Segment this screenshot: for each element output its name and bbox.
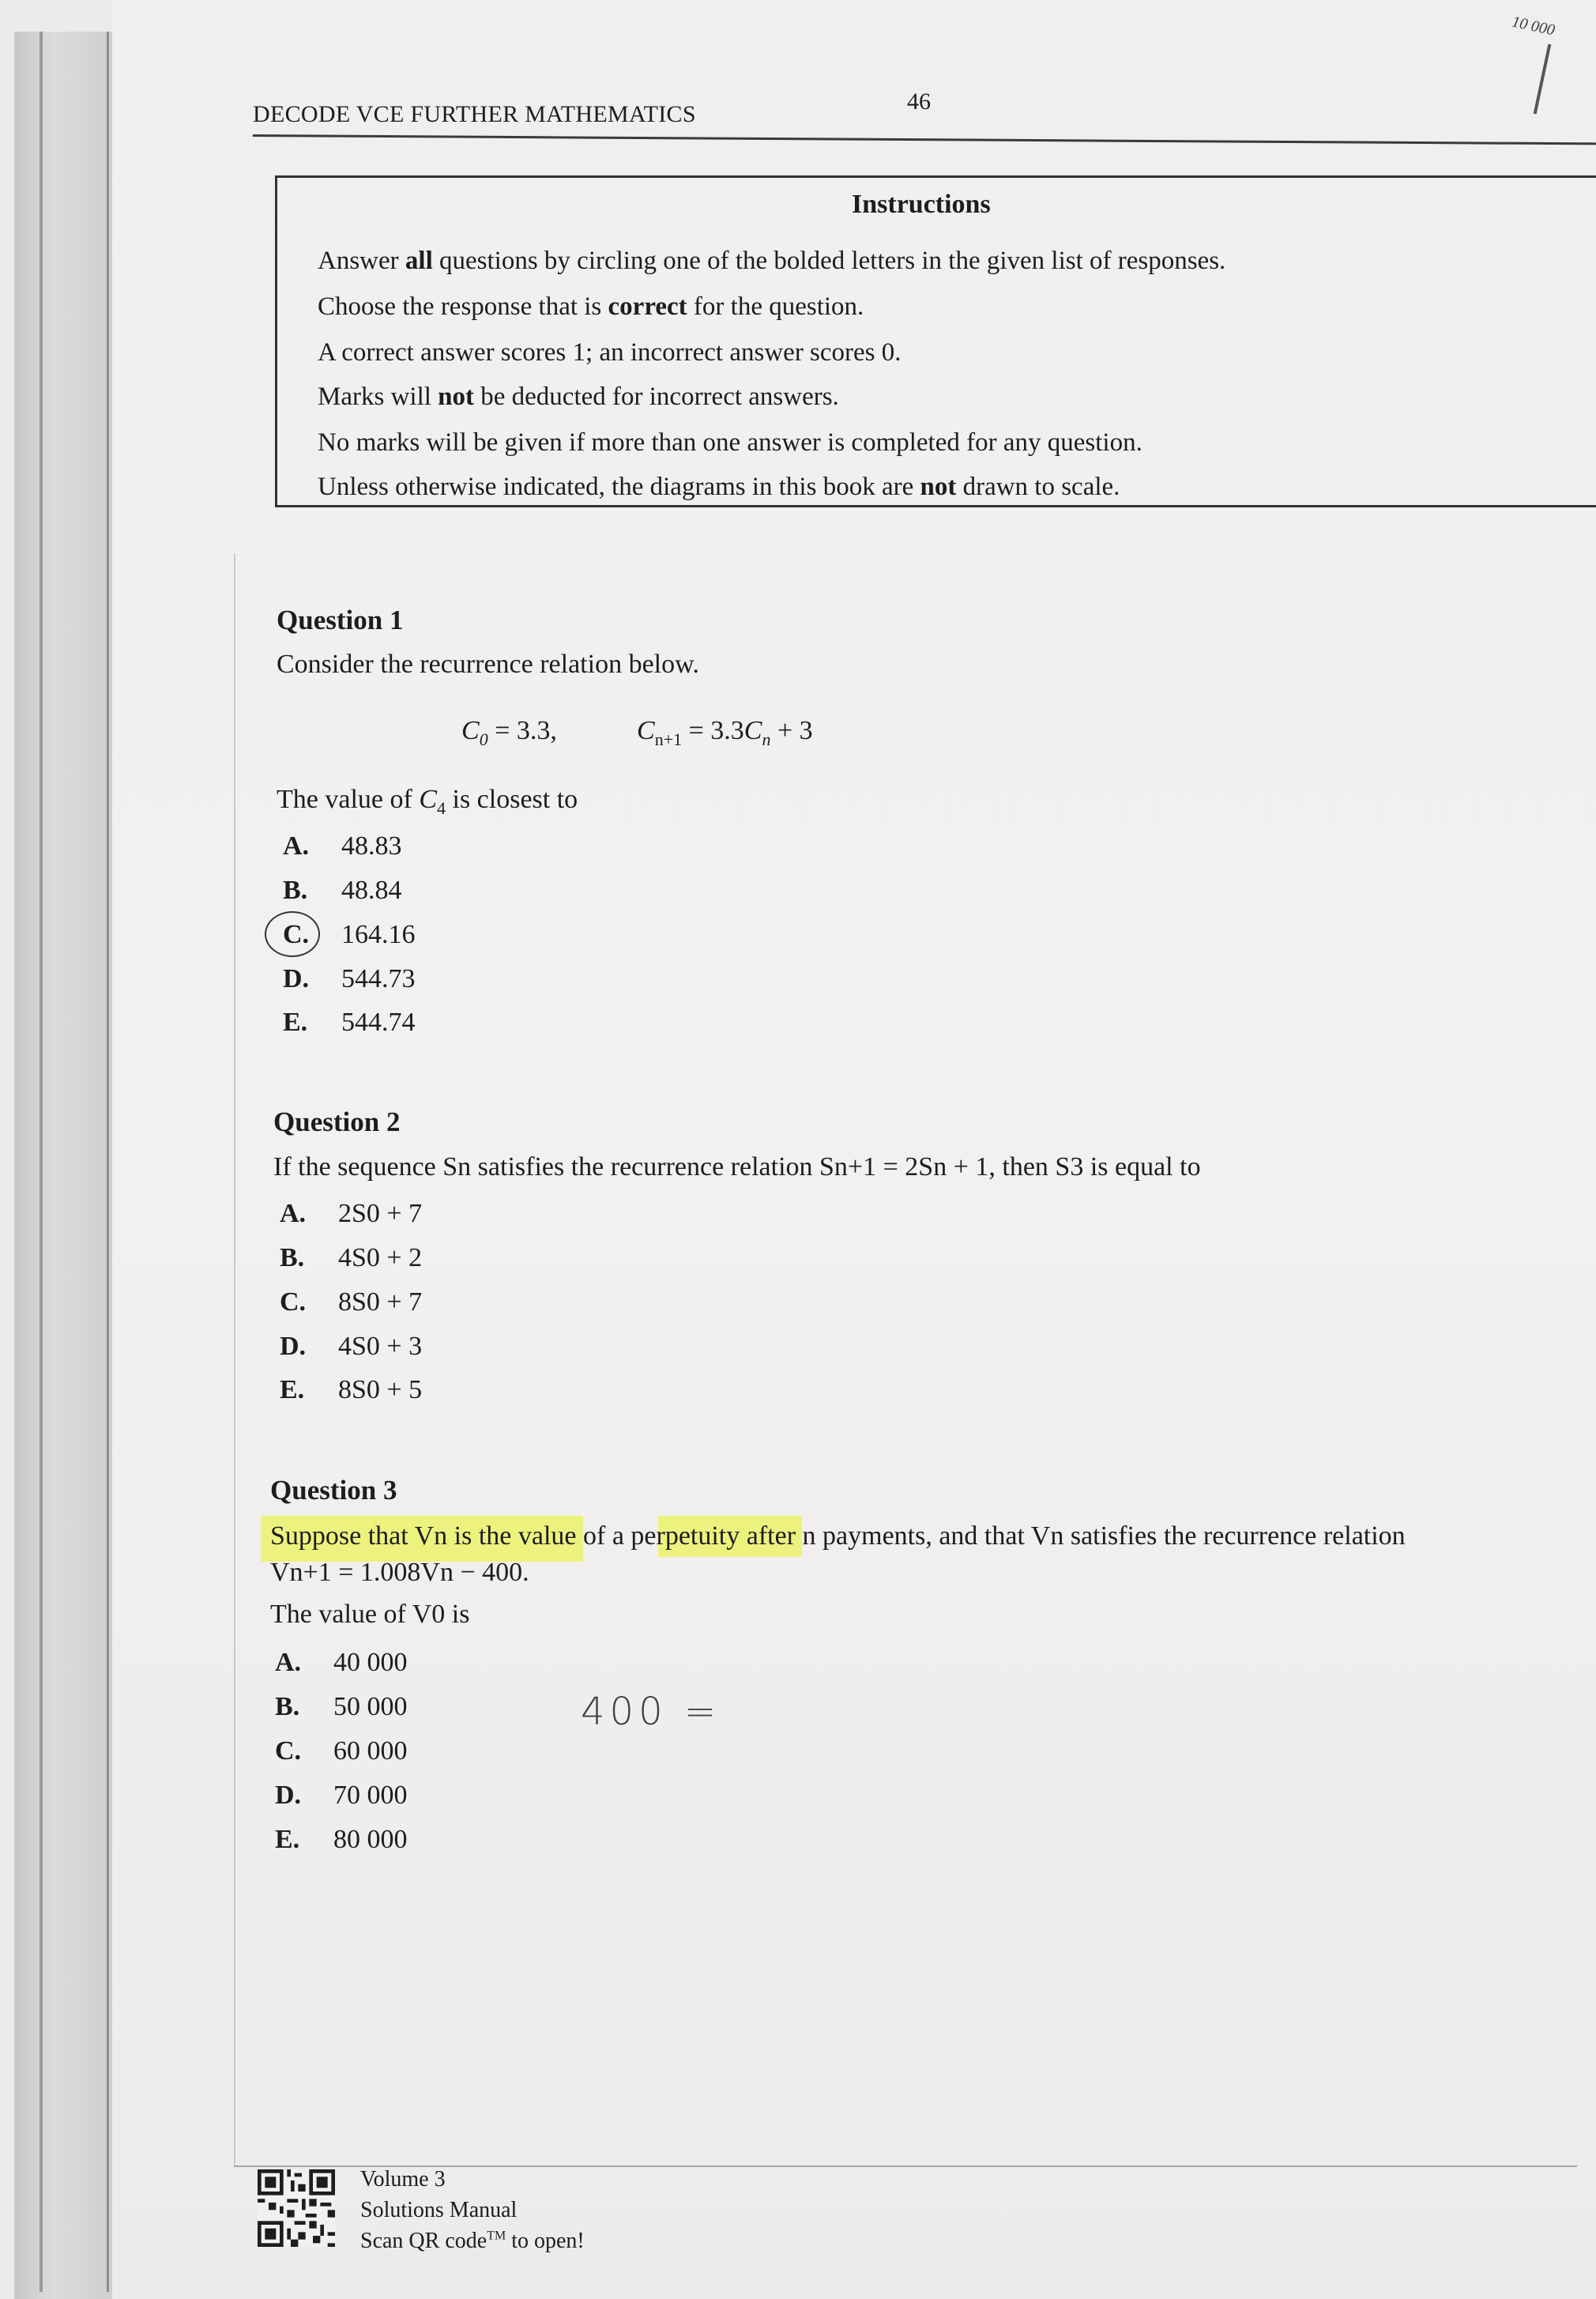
question-3-title: Question 3 bbox=[270, 1475, 397, 1506]
question-2-option-c[interactable]: C. 8S0 + 7 bbox=[280, 1287, 423, 1317]
instruction-line: Unless otherwise indicated, the diagrams in this book are not drawn to scale. bbox=[318, 473, 1120, 501]
question-2-title: Question 2 bbox=[273, 1106, 401, 1137]
question-1-option-b[interactable]: B. 48.84 bbox=[283, 876, 402, 905]
instruction-line: Answer all questions by circling one of the bolded letters in the given list of responses. bbox=[318, 247, 1226, 275]
page-number: 46 bbox=[907, 89, 931, 115]
circled-answer-mark bbox=[265, 911, 320, 957]
instruction-line: Choose the response that is correct for the question. bbox=[318, 292, 864, 321]
question-2-option-d[interactable]: D. 4S0 + 3 bbox=[280, 1332, 423, 1361]
question-3-option-a[interactable]: A. 40 000 bbox=[275, 1648, 408, 1677]
question-1-title: Question 1 bbox=[277, 605, 404, 635]
footer-manual: Solutions Manual bbox=[360, 2198, 518, 2222]
handwritten-working: 400 = bbox=[581, 1690, 721, 1734]
question-2-text: If the sequence Sn satisfies the recurrence relation Sn+1 = 2Sn + 1, then S3 is equal to bbox=[273, 1152, 1201, 1182]
footer-scan-instruction: Scan QR code™ to open! bbox=[360, 2229, 585, 2253]
book-spine bbox=[14, 32, 112, 2299]
question-1-intro: Consider the recurrence relation below. bbox=[277, 650, 699, 679]
question-3-option-e[interactable]: E. 80 000 bbox=[275, 1825, 408, 1854]
question-1-option-c[interactable]: C. 164.16 bbox=[283, 920, 416, 949]
question-3-option-d[interactable]: D. 70 000 bbox=[275, 1781, 408, 1810]
question-1-option-e[interactable]: E. 544.74 bbox=[283, 1008, 416, 1037]
question-3-text: Suppose that Vn is the value of a perpetuity after n payments, and that Vn satisfies the recurrence relation bbox=[270, 1521, 1406, 1551]
question-3-relation: Vn+1 = 1.008Vn − 400. bbox=[270, 1558, 529, 1587]
spine-edge bbox=[40, 32, 43, 2292]
question-2-option-b[interactable]: B. 4S0 + 2 bbox=[280, 1243, 423, 1272]
instructions-title: Instructions bbox=[852, 190, 991, 219]
question-1-prompt: The value of $C_4$ is closest to bbox=[277, 785, 578, 818]
question-1-option-a[interactable]: A. 48.83 bbox=[283, 831, 402, 861]
corner-handwritten-note: 10 000 bbox=[1510, 13, 1556, 40]
instruction-line: No marks will be given if more than one answer is completed for any question. bbox=[318, 428, 1142, 457]
question-2-option-a[interactable]: A. 2S0 + 7 bbox=[280, 1199, 423, 1228]
qr-code-icon[interactable] bbox=[258, 2169, 335, 2247]
running-header: DECODE VCE FURTHER MATHEMATICS bbox=[253, 101, 696, 127]
left-margin-rule bbox=[234, 553, 235, 2165]
question-3-prompt: The value of V0 is bbox=[270, 1600, 470, 1629]
instruction-line: Marks will not be deducted for incorrect answers. bbox=[318, 383, 839, 411]
question-3-option-b[interactable]: B. 50 000 bbox=[275, 1692, 408, 1721]
footer-volume: Volume 3 bbox=[360, 2167, 446, 2192]
question-1-option-d[interactable]: D. 544.73 bbox=[283, 964, 416, 993]
question-2-option-e[interactable]: E. 8S0 + 5 bbox=[280, 1375, 423, 1404]
instruction-line: A correct answer scores 1; an incorrect answer scores 0. bbox=[318, 338, 902, 367]
question-1-recurrence: $C_{n+1} = 3.3C_n + 3$ bbox=[637, 716, 813, 749]
question-1-initial-condition: $C_0 = 3.3$, bbox=[461, 716, 557, 749]
page-gutter bbox=[107, 32, 109, 2292]
question-3-option-c[interactable]: C. 60 000 bbox=[275, 1736, 408, 1766]
